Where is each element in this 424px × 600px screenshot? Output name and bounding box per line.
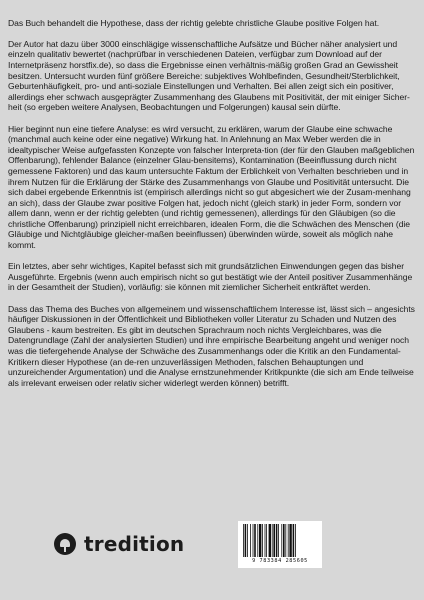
publisher-name: tredition [84,532,185,556]
isbn-barcode [238,521,322,568]
paragraph-1: Das Buch behandelt die Hypothese, dass der richtig gelebte christliche Glaube positive Folgen hat. [8,17,380,28]
blurb-text [8,7,418,399]
paragraph-2: Der Autor hat dazu über 3000 einschlägige wissenschaftliche Aufsätze und Bücher näher analysiert und einzeln qualitativ bewertet (nachprüfbar in verschiedenen Dateien, verfügbar zum Download auf der Internetpräsenz horstfix.de), so dass die Ergebnisse einen verhältnis-mäßig großen Grad an Gewissheit besitzen. Untersucht wurden fünf größere Bereiche: subjektives Wohlbefinden, Gesundheit/Sterblichkeit, Geburtenhäufigkeit, pro- und anti-soziale Einstellungen und Verhalten. Bei allen zeigt sich ein positiver, allerdings eher schwach ausgeprägter Zusammenhang des Glaubens mit Positivität, der mit einiger Sicher-heit (so ergeben weitere Analysen, Beobachtungen und Folgerungen) kausal sein dürfte. [8,38,410,113]
paragraph-5: Dass das Thema des Buches von allgemeinem und wissenschaftlichem Interesse ist, lässt sich – angesichts häufiger Diskussionen in der Öffentlichkeit und Bibliotheken voller Literatur zu Schaden und Nutzen des Glaubens - kaum bestreiten. Es gibt im deutschen Sprachraum noch nichts Vergleichbares, was die Datengrundlage (Zahl der analysierten Studien) und ihre empirische Bearbeitung angeht und weniger noch was die tiefergehende Analyse der Schwäche des Zusammenhangs oder die Kritik an den Fundamental-Kritikern dieser Hypothese (an de-ren unzuverlässigen Methoden, falschen Behauptungen und unzureichender Argumentation) und die Analyse ernstzunehmender Kritikpunkte (die sich am Ende teilweise als irrelevant erweisen oder relativ sicher widerlegt werden können) betrifft. [8,303,415,388]
tredition-logo-icon [54,533,76,555]
barcode-icon [242,524,318,557]
paragraph-4: Ein letztes, aber sehr wichtiges, Kapitel befasst sich mit grundsätzlichen Einwendungen gegen das bisher Ausgeführte. Ergebnis (wenn auch empirisch nicht so gut bestätigt wie der Anteil positiver Zusammenhänge in der Gesamtheit der Studien), vorläufig: sie können mit ziemlicher Sicherheit entkräftet werden. [8,261,413,293]
paragraph-3: Hier beginnt nun eine tiefere Analyse: es wird versucht, zu erklären, warum der Glaube eine schwache (manchmal auch keine oder eine negative) Wirkung hat. In Anlehnung an Max Weber werden die in idealtypischer Weise aufgefassten Konzepte von falscher Interpreta-tion (der für den Glauben maßgeblichen Offenbarung), fehlender Balance (einzelner Glau-bensitems), Kontamination (Beeinflussung durch nicht gemessene Faktoren) und das kaum untersuchte Faktum der Erblichkeit von Verhalten beschrieben und in ihrem Nutzen für die Erklärung der Stärke des Zusammenhangs von Glaube und Positivität untersucht. Die sich dabei ergebende Erkenntnis ist (empirisch allerdings nicht so gut abgesichert wie der Zusam-menhang an sich), dass der Glaube zwar positive Folgen hat, jedoch nicht (gleich stark) in jeder Form, sondern vor allem dann, wenn er der richtig gelebten (und richtig gemessenen), allerdings für den Gläubigen (so die christliche Offenbarung) prinzipiell nicht erreichbaren, idealen Form, die die Schwächen des Menschen (die Gläubige und Nichtgläubige gleicher-maßen beeinflussen) überwinden würde, soweit als möglich nahe kommt. [8,123,415,251]
barcode-number: 9 783384 285605 [252,558,308,564]
publisher-logo [54,532,184,556]
